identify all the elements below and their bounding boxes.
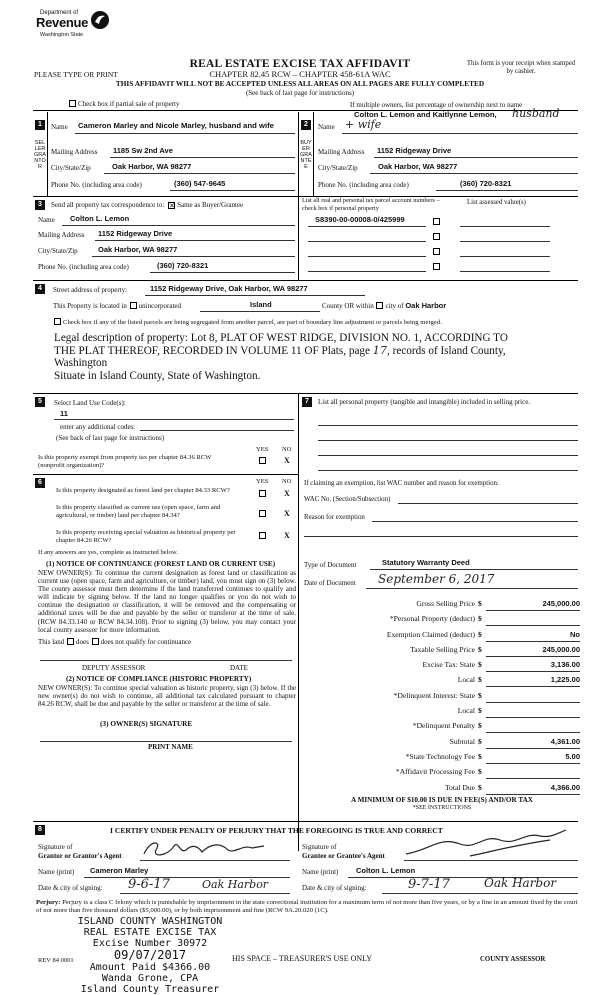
additional-codes-label: enter any additional codes: [60, 423, 136, 431]
logo-state: Washington State [40, 32, 84, 38]
section-4-number: 4 [35, 284, 45, 294]
section-2-number: 2 [301, 120, 311, 130]
legal-line-2b: , records of Island County, [387, 344, 506, 357]
seller-mail-line [110, 157, 295, 158]
instructions-note: (See back of last page for instructions) [245, 89, 355, 97]
tax-row-currency: $ [478, 629, 482, 639]
land-use-yes: YES [256, 446, 269, 453]
treasurer-use-label: HIS SPACE – TREASURER'S USE ONLY [232, 954, 373, 963]
tax-row [304, 628, 580, 643]
exempt-yes-checkbox[interactable] [259, 457, 266, 464]
tax-row [304, 643, 580, 658]
located-prefix: This Property is located in [53, 302, 127, 310]
stamp-line-2: REAL ESTATE EXCISE TAX [83, 927, 217, 938]
stamp-line-3: Excise Number 30972 [92, 938, 208, 949]
buyer-mail-line [374, 157, 578, 158]
buyer-side-rule [313, 112, 314, 196]
tax-row-label: Local [457, 706, 475, 716]
grantor-sig-label-2: Grantor or Grantor's Agent [38, 852, 122, 860]
grantee-name-label: Name (print) [302, 868, 339, 876]
grantee-sig-line [404, 860, 578, 861]
tax-row-line [486, 748, 580, 749]
street-address: 1152 Ridgeway Drive, Oak Harbor, WA 98277 [150, 284, 308, 293]
grantor-sig-line [140, 860, 290, 861]
tax-row-line [486, 794, 580, 795]
section-8-number: 8 [35, 825, 45, 835]
doc-date-value: September 6, 2017 [378, 572, 495, 586]
grantee-signature [400, 826, 570, 862]
seller-side-label: SELLER GRANTOR [34, 140, 46, 170]
exempt-question: Is this property exempt from property tax per chapter 84.36 RCW (nonprofit organization)? [38, 454, 212, 469]
stamp-line-7: Island County Treasurer [80, 984, 220, 995]
seller-side-rule [47, 112, 48, 196]
tax-row-line [486, 732, 580, 733]
corr-phone-label: Phone No. (including area code) [38, 263, 129, 271]
stamp-line-1: ISLAND COUNTY WASHINGTON [77, 916, 223, 927]
tax-row [304, 612, 580, 627]
buyer-phone: (360) 720-8321 [460, 179, 512, 188]
section-1-bottom-rule [33, 196, 298, 197]
seller-mail: 1185 Sw 2nd Ave [113, 146, 173, 155]
tax-row [304, 750, 580, 765]
tax-row-label: *Personal Property (deduct) [389, 614, 475, 624]
land-does-label: This land [38, 638, 65, 646]
tax-row-value: 5.00 [565, 751, 580, 761]
minimum-note: A MINIMUM OF $10.00 IS DUE IN FEE(S) AND/OR TAX [351, 796, 533, 804]
notice1-title: (1) NOTICE OF CONTINUANCE (FOREST LAND OR CURRENT USE) [46, 560, 276, 568]
street-line [145, 295, 365, 296]
grantor-city: Oak Harbor [202, 878, 269, 891]
tax-row-label: Exemption Claimed (deduct) [386, 629, 475, 639]
s6-yes: YES [256, 478, 269, 485]
tax-row-value: 3,136.00 [550, 660, 580, 670]
form-title: REAL ESTATE EXCISE TAX AFFIDAVIT [189, 58, 411, 70]
doc-type-value: Statutory Warranty Deed [382, 558, 470, 567]
assessed-header: List assessed value(s) [467, 199, 526, 206]
buyer-side-label: BUYER GRANTEE [300, 140, 312, 170]
corr-city-line [92, 256, 295, 257]
legal-line-2: THE PLAT THEREOF, RECORDED IN VOLUME 11 OF Plats, page [54, 344, 370, 357]
tax-row-currency: $ [478, 721, 482, 731]
corr-mail-line [95, 240, 295, 241]
seller-phone-label: Phone No. (including area code) [51, 181, 142, 189]
seller-city-label: City/State/Zip [51, 164, 91, 172]
tax-row-value: 4,366.00 [550, 782, 580, 792]
qualify-row [38, 638, 191, 646]
warning-text: THIS AFFIDAVIT WILL NOT BE ACCEPTED UNLESS ALL AREAS ON ALL PAGES ARE FULLY COMPLETED [115, 79, 485, 88]
stamp-line-5: Amount Paid $4366.00 [89, 962, 211, 973]
see-instructions: *SEE INSTRUCTIONS [412, 805, 472, 811]
parcel-divider [298, 222, 299, 280]
parcel-header: List all real and personal tax parcel account numbers – check box if personal property [302, 197, 440, 212]
tax-row-currency: $ [478, 599, 482, 608]
city-value: Oak Harbor [405, 301, 447, 310]
corr-name-line [62, 225, 295, 226]
partial-sale-row [68, 100, 179, 108]
wac-label: WAC No. (Section/Subsection) [304, 496, 391, 503]
pp-line-2 [318, 440, 578, 441]
tax-row-line [486, 778, 580, 779]
legal-line-4: Situate in Island County, State of Washington. [54, 369, 261, 382]
logo-revenue: Revenue [36, 15, 89, 30]
assessed-line-4 [460, 271, 550, 272]
deputy-date-label: DATE [230, 664, 248, 672]
county-assessor-label: COUNTY ASSESSOR [480, 956, 546, 963]
buyer-name-typed: Colton L. Lemon and Kaitlynne Lemon, [354, 110, 497, 119]
tax-row-currency: $ [478, 751, 482, 761]
buyer-mail: 1152 Ridgeway Drive [377, 146, 452, 155]
land-use-code: 11 [60, 409, 68, 418]
grantor-name-label: Name (print) [38, 868, 75, 876]
owner-signature-label: (3) OWNER(S) SIGNATURE [100, 719, 193, 728]
buyer-city-label: City/State/Zip [318, 164, 358, 172]
certify-statement: I CERTIFY UNDER PENALTY OF PERJURY THAT THE FOREGOING IS TRUE AND CORRECT [110, 826, 443, 835]
tax-row-line [486, 671, 580, 672]
grantor-date-label: Date & city of signing: [38, 884, 103, 892]
tax-row-line [486, 641, 580, 642]
section-3-number: 3 [35, 200, 45, 210]
additional-codes-line [140, 430, 294, 431]
tax-row-value: 245,000.00 [542, 599, 580, 608]
exemption-label: If claiming an exemption, list WAC number and reason for exemption: [304, 480, 499, 487]
parcel-checkbox-3[interactable] [433, 248, 440, 255]
county-value: Island [250, 300, 272, 309]
please-type: PLEASE TYPE OR PRINT [34, 70, 118, 79]
assessed-line-2 [460, 241, 550, 242]
county-or-label: County OR within [322, 302, 374, 310]
s6-q2-no-mark: X [284, 509, 290, 518]
s6-q2: Is this property classified as current use (open space, farm and agricultural, or timber) land per chapter 84.34? [56, 504, 221, 519]
tax-row [304, 719, 580, 734]
notice2-text: NEW OWNER(S): To continue special valuation as historic property, sign (3) below. If the new owner(s) do not wish to continue, all additional tax calculated pursuant to chapter 84.26 RCW, shall be due and payable by the seller or transferor at the time of sale. [38, 684, 296, 709]
grantee-sig-label-1: Signature of [302, 843, 337, 851]
tax-row-currency: $ [478, 644, 482, 654]
located-row [53, 302, 553, 310]
grantor-name: Cameron Marley [90, 866, 149, 875]
segregated-row [53, 318, 578, 327]
dor-swirl-icon [90, 10, 110, 30]
does-label: does [76, 638, 89, 646]
buyer-name-label: Name [318, 123, 335, 131]
stamp-line-4: 09/07/2017 [113, 948, 187, 962]
reason-line-2 [304, 536, 578, 537]
parcel-line-4 [308, 271, 426, 272]
assessed-line-3 [460, 256, 550, 257]
tax-row [304, 704, 580, 719]
tax-row-line [486, 656, 580, 657]
tax-row [304, 658, 580, 673]
grantor-date: 9-6-17 [128, 877, 170, 892]
seller-phone: (360) 547-9645 [174, 179, 226, 188]
corr-name-label: Name [38, 216, 55, 224]
correspondence-row [51, 201, 243, 209]
tax-row-label: Gross Selling Price [416, 599, 475, 608]
notice1-text: NEW OWNER(S): To continue the current designation as forest land or classification as current use (open space, farm and agriculture, or timber) land, you must sign on (3) below. The county assessor must then determine if the land transferred continues to qualify and will indicate by signing below. If the land no longer qualifies or you do not wish to continue the designation or classification, it will be removed and the compensating or additional taxes will be due and payable by the seller or transferor at the time of sale. (RCW 84.33.140 or RCW 84.34.108). Prior to signing (3) below, you may contact your local county assessor for more information. [38, 569, 296, 634]
grantee-city: Oak Harbor [484, 876, 557, 890]
seller-name-label: Name [51, 123, 68, 131]
grantee-date: 9-7-17 [408, 877, 450, 892]
legal-page: 17 [372, 343, 388, 357]
exempt-no-mark: X [284, 456, 290, 465]
pp-line-4 [318, 470, 578, 471]
land-use-label: Select Land Use Code(s): [54, 399, 126, 407]
logo-dept-line: Department of [40, 10, 79, 16]
seller-city: Oak Harbor, WA 98277 [112, 162, 192, 171]
buyer-phone-label: Phone No. (including area code) [318, 181, 409, 189]
does-checkbox[interactable] [67, 638, 74, 645]
correspondence-label: Send all property tax correspondence to: [51, 201, 165, 209]
tax-table [304, 597, 580, 796]
deputy-assessor-line [40, 660, 292, 661]
seller-phone-line [170, 190, 295, 191]
tax-row-label: Subtotal [449, 736, 475, 746]
corr-city-label: City/State/Zip [38, 247, 78, 255]
corr-mail: 1152 Ridgeway Drive [98, 229, 173, 238]
corr-mail-label: Mailing Address [38, 231, 85, 239]
section-5-number: 5 [35, 397, 45, 407]
pp-line-3 [318, 455, 578, 456]
s6-q1-no-mark: X [284, 489, 290, 498]
tax-row-label: Local [457, 675, 475, 685]
tax-row-currency: $ [478, 767, 482, 777]
street-label: Street address of property: [53, 286, 128, 294]
tax-row-label: Excise Tax: State [422, 660, 475, 670]
buyer-city: Oak Harbor, WA 98277 [378, 162, 458, 171]
corr-phone: (360) 720-8321 [157, 261, 209, 270]
tax-row-label: Taxable Selling Price [410, 644, 475, 654]
buyer-name-line [342, 133, 578, 134]
grantee-sig-label-2: Grantee or Grantee's Agent [302, 852, 385, 860]
print-name-label: PRINT NAME [148, 743, 193, 751]
segregated-label: Check box if any of the listed parcels are being segregated from another parcel, are part of boundary line adjustment or parcels being merged. [63, 319, 442, 326]
same-as-buyer-label: Same as Buyer/Grantee [177, 201, 244, 209]
legal-line-1: Legal description of property: Lot 8, PLAT OF WEST RIDGE, DIVISION NO. 1, ACCORDING TO [54, 332, 508, 344]
tax-row-line [486, 610, 580, 611]
seller-name-line [75, 133, 295, 134]
doc-date-line [366, 588, 578, 589]
parcel-checkbox-1[interactable] [433, 218, 440, 225]
personal-property-label: List all personal property (tangible and intangible) included in selling price. [318, 398, 531, 406]
s6-q2-yes-checkbox[interactable] [259, 510, 266, 517]
section-3-bottom-rule [33, 280, 578, 281]
grantor-sig-label-1: Signature of [38, 843, 73, 851]
tax-row-label: *Delinquent Interest: State [393, 690, 475, 700]
tax-row-line [486, 625, 580, 626]
deputy-assessor-label: DEPUTY ASSESSOR [82, 664, 146, 672]
pp-line-1 [318, 425, 578, 426]
land-use-see-back: (See back of last page for instructions) [56, 434, 165, 442]
grantor-date-line [120, 893, 290, 894]
perjury-text: Perjury is a class C felony which is punishable by imprisonment in the state correctional institution for a maximum term of not more than five years, or by a fine in an amount fixed by the court of not more than five thousand dollars ($5,000.00), or by both imprisonment and fine (RCW 9A.20.020 (1C). [36, 899, 578, 914]
s6-q3: Is this property receiving special valuation as historical property per chapter 84.26 RCW? [56, 529, 236, 544]
tax-row [304, 673, 580, 688]
tax-row-currency: $ [478, 614, 482, 624]
section-5-bottom-rule [33, 474, 298, 475]
grantor-signature [140, 836, 270, 862]
stamp-line-6: Wanda Grone, CPA [101, 973, 199, 984]
buyer-phone-line [436, 190, 578, 191]
tax-row-currency: $ [478, 690, 482, 700]
does-not-label: does not qualify for continuance [100, 638, 192, 646]
segregated-checkbox[interactable] [54, 318, 61, 325]
partial-sale-label: Check box if partial sale of property [78, 100, 180, 108]
land-use-line [54, 419, 294, 420]
legal-line-2-wrap [54, 345, 584, 358]
unincorporated-checkbox[interactable] [130, 302, 137, 309]
county-line [200, 311, 320, 312]
tax-row-label: *Delinquent Penalty [412, 721, 475, 731]
section-1-number: 1 [35, 120, 45, 130]
grantee-date-line [382, 893, 578, 894]
seller-name: Cameron Marley and Nicole Marley, husband and wife [78, 121, 274, 130]
corr-name: Colton L. Lemon [70, 214, 130, 223]
parcel-checkbox-2[interactable] [433, 233, 440, 240]
tax-row-line [486, 763, 580, 764]
tax-row-label: *State Technology Fee [405, 751, 475, 761]
tax-row [304, 689, 580, 704]
section-8-top-rule [33, 821, 578, 822]
buyer-mail-label: Mailing Address [318, 148, 365, 156]
tax-row-value: No [570, 629, 580, 639]
reason-line-1 [372, 521, 578, 522]
parcel-line-3 [308, 256, 426, 257]
tax-row [304, 597, 580, 612]
parcel-line-1 [308, 226, 426, 227]
s6-no: NO [282, 478, 292, 485]
tax-row [304, 781, 580, 796]
partial-sale-checkbox[interactable] [69, 100, 76, 107]
county-or-row [322, 302, 446, 311]
city-checkbox[interactable] [376, 302, 383, 309]
print-name-line [40, 741, 292, 742]
s6-if-yes: If any answers are yes, complete as instructed below. [38, 549, 178, 556]
city-of-label: city of [385, 302, 404, 310]
buyer-city-line [370, 173, 578, 174]
seller-city-line [104, 173, 295, 174]
doc-date-label: Date of Document [304, 579, 356, 587]
assessed-line-1 [460, 226, 550, 227]
legal-description [54, 332, 584, 382]
s6-q1-yes-checkbox[interactable] [259, 490, 266, 497]
perjury-label: Perjury: [36, 899, 61, 906]
tax-row-label: *Affidavit Processing Fee [395, 767, 475, 777]
tax-row-currency: $ [478, 736, 482, 746]
dor-logo [30, 10, 110, 50]
multiple-owners-note: If multiple owners, list percentage of ownership next to name [350, 101, 523, 109]
seller-mail-label: Mailing Address [51, 148, 98, 156]
parcel-checkbox-4[interactable] [433, 263, 440, 270]
tax-row-line [486, 686, 580, 687]
doc-type-label: Type of Document [304, 561, 357, 569]
section-7-number: 7 [302, 397, 312, 407]
section-6-number: 6 [35, 478, 45, 488]
grantee-name: Colton L. Lemon [356, 866, 416, 875]
reason-label: Reason for exemption [304, 514, 365, 521]
treasurer-stamp [70, 916, 230, 995]
corr-phone-line [150, 272, 295, 273]
tax-row-label: Total Due [444, 782, 475, 792]
grantee-date-label: Date & city of signing: [302, 884, 367, 892]
tax-row-line [486, 702, 580, 703]
notice2-title: (2) NOTICE OF COMPLIANCE (HISTORIC PROPERTY) [66, 675, 252, 683]
tax-row [304, 765, 580, 780]
left-right-divider [298, 393, 299, 851]
same-as-buyer-checkbox[interactable]: ✕ [169, 202, 175, 210]
doc-type-line [370, 569, 578, 570]
tax-row-currency: $ [478, 706, 482, 716]
wac-line [398, 503, 578, 504]
unincorporated-label: unincorporated [138, 302, 182, 310]
section-1-2-divider [298, 112, 299, 222]
tax-row-line [486, 717, 580, 718]
buyer-name-handwritten-1: husband [512, 107, 560, 120]
receipt-note: This form is your receipt when stamped by cashier. [466, 60, 576, 75]
parcel-account-1: S8390-00-00008-0/425999 [315, 215, 405, 224]
tax-row-currency: $ [478, 782, 482, 792]
form-subtitle: CHAPTER 82.45 RCW – CHAPTER 458-61A WAC [209, 69, 391, 79]
does-not-checkbox[interactable] [92, 638, 99, 645]
tax-row-currency: $ [478, 675, 482, 685]
tax-row-currency: $ [478, 660, 482, 670]
section-4-bottom-rule [33, 393, 578, 394]
s6-q3-no-mark: X [284, 531, 290, 540]
s6-q1: Is this property designated as forest land per chapter 84.33 RCW? [56, 487, 230, 494]
rev-number: REV 84 0001 [38, 957, 74, 964]
legal-line-3: Washington [54, 357, 108, 369]
tax-row-value: 245,000.00 [542, 644, 580, 654]
tax-row-value: 4,361.00 [550, 736, 580, 746]
corr-city: Oak Harbor, WA 98277 [98, 245, 178, 254]
land-use-no: NO [282, 446, 292, 453]
buyer-name-handwritten-2: + wife [345, 118, 382, 131]
parcel-line-2 [308, 241, 426, 242]
s6-q3-yes-checkbox[interactable] [259, 532, 266, 539]
tax-row [304, 735, 580, 750]
tax-row-value: 1,225.00 [550, 675, 580, 685]
perjury-notice [36, 899, 581, 915]
